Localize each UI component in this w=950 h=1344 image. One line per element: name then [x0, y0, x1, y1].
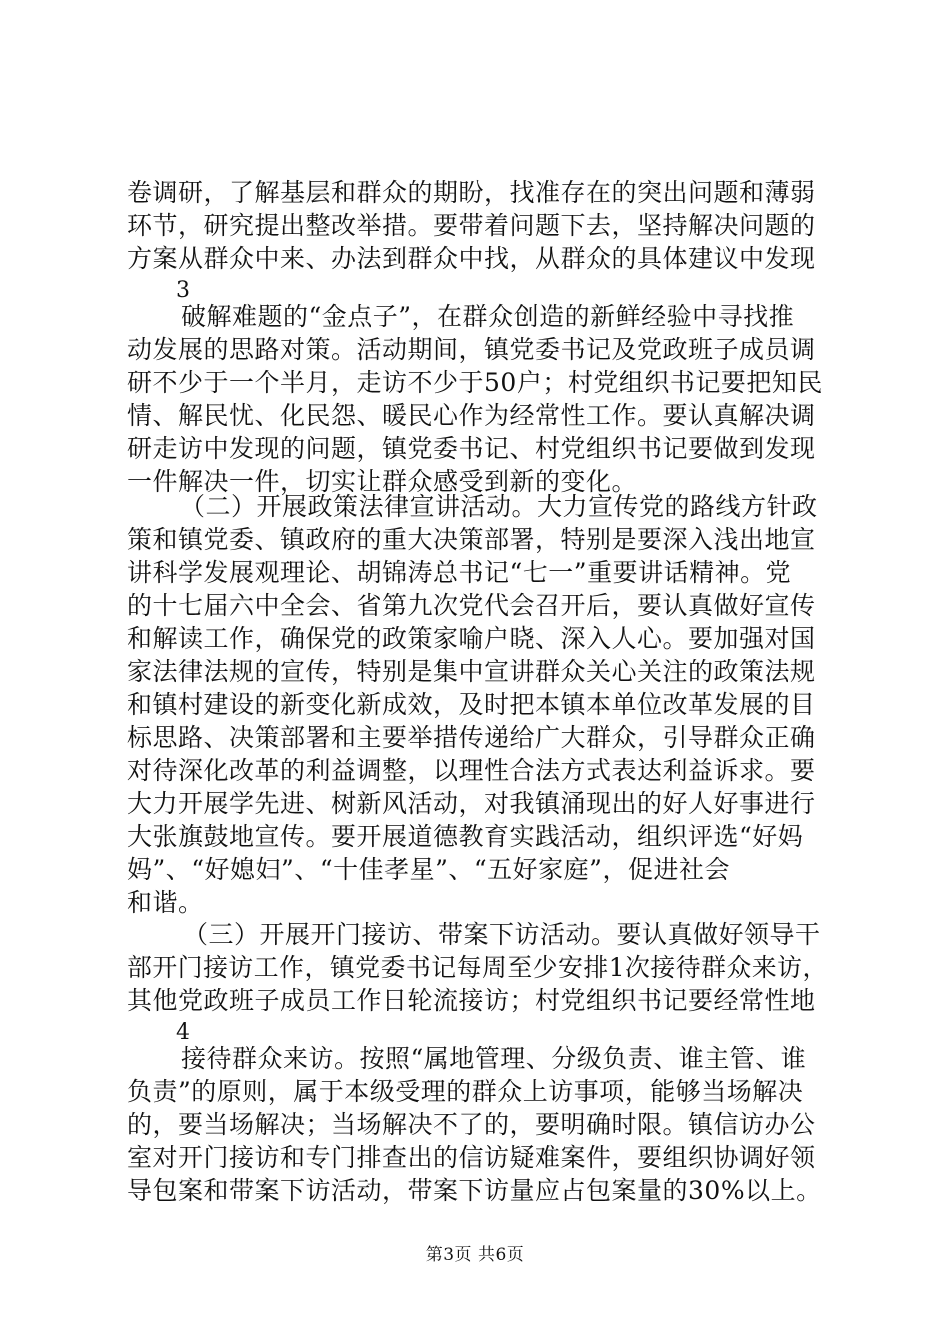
paragraph-line: 接待群众来访。按照“属地管理、分级负责、谁主管、谁 [181, 1044, 807, 1073]
paragraph-line: 动发展的思路对策。活动期间，镇党委书记及党政班子成员调 [127, 335, 816, 364]
paragraph-line: 大张旗鼓地宣传。要开展道德教育实践活动，组织评选“好妈 [127, 822, 804, 851]
page-footer: 第3页 共6页 [425, 1245, 525, 1265]
paragraph-line: 研走访中发现的问题，镇党委书记、村党组织书记要做到发现 [127, 434, 816, 463]
paragraph-line: 妈”、“好媳妇”、“十佳孝星”、“五好家庭”，促进社会 [127, 855, 730, 884]
paragraph-line: 对待深化改革的利益调整，以理性合法方式表达利益诉求。要 [127, 756, 816, 785]
paragraph-line: （二）开展政策法律宣讲活动。大力宣传党的路线方针政 [180, 492, 818, 521]
paragraph-line: 和谐。 [127, 888, 204, 917]
paragraph-line: 研不少于一个半月，走访不少于50户；村党组织书记要把知民 [127, 368, 823, 397]
paragraph-line: 讲科学发展观理论、胡锦涛总书记“七一”重要讲话精神。党 [127, 558, 792, 587]
paragraph-line: 情、解民忧、化民怨、暖民心作为经常性工作。要认真解决调 [127, 401, 816, 430]
paragraph-line: 家法律法规的宣传，特别是集中宣讲群众关心关注的政策法规 [127, 657, 816, 686]
paragraph-line: 一件解决一件，切实让群众感受到新的变化。 [127, 467, 638, 496]
paragraph-line: 部开门接访工作，镇党委书记每周至少安排1次接待群众来访， [127, 953, 828, 982]
source-page-marker: 3 [176, 278, 190, 303]
paragraph-line: 和解读工作，确保党的政策家喻户晓、深入人心。要加强对国 [127, 624, 816, 653]
paragraph-line: 的十七届六中全会、省第九次党代会召开后，要认真做好宣传 [127, 591, 816, 620]
paragraph-line: 卷调研，了解基层和群众的期盼，找准存在的突出问题和薄弱 [127, 178, 816, 207]
paragraph-line: 方案从群众中来、办法到群众中找，从群众的具体建议中发现 [127, 244, 816, 273]
paragraph-line: 其他党政班子成员工作日轮流接访；村党组织书记要经常性地 [127, 986, 816, 1015]
paragraph-line: 环节，研究提出整改举措。要带着问题下去，坚持解决问题的 [127, 211, 816, 240]
paragraph-line: 导包案和带案下访活动，带案下访量应占包案量的30%以上。 [127, 1176, 822, 1205]
paragraph-line: 策和镇党委、镇政府的重大决策部署，特别是要深入浅出地宣 [127, 525, 816, 554]
paragraph-line: 负责”的原则，属于本级受理的群众上访事项，能够当场解决 [127, 1077, 804, 1106]
paragraph-line: 室对开门接访和专门排查出的信访疑难案件，要组织协调好领 [127, 1143, 816, 1172]
paragraph-line: 的，要当场解决；当场解决不了的，要明确时限。镇信访办公 [127, 1110, 816, 1139]
paragraph-line: 和镇村建设的新变化新成效，及时把本镇本单位改革发展的目 [127, 690, 816, 719]
source-page-marker: 4 [176, 1020, 190, 1045]
paragraph-line: 大力开展学先进、树新风活动，对我镇涌现出的好人好事进行 [127, 789, 816, 818]
paragraph-line: 标思路、决策部署和主要举措传递给广大群众，引导群众正确 [127, 723, 816, 752]
paragraph-line: 破解难题的“金点子”，在群众创造的新鲜经验中寻找推 [181, 302, 795, 331]
paragraph-line: （三）开展开门接访、带案下访活动。要认真做好领导干 [183, 920, 821, 949]
